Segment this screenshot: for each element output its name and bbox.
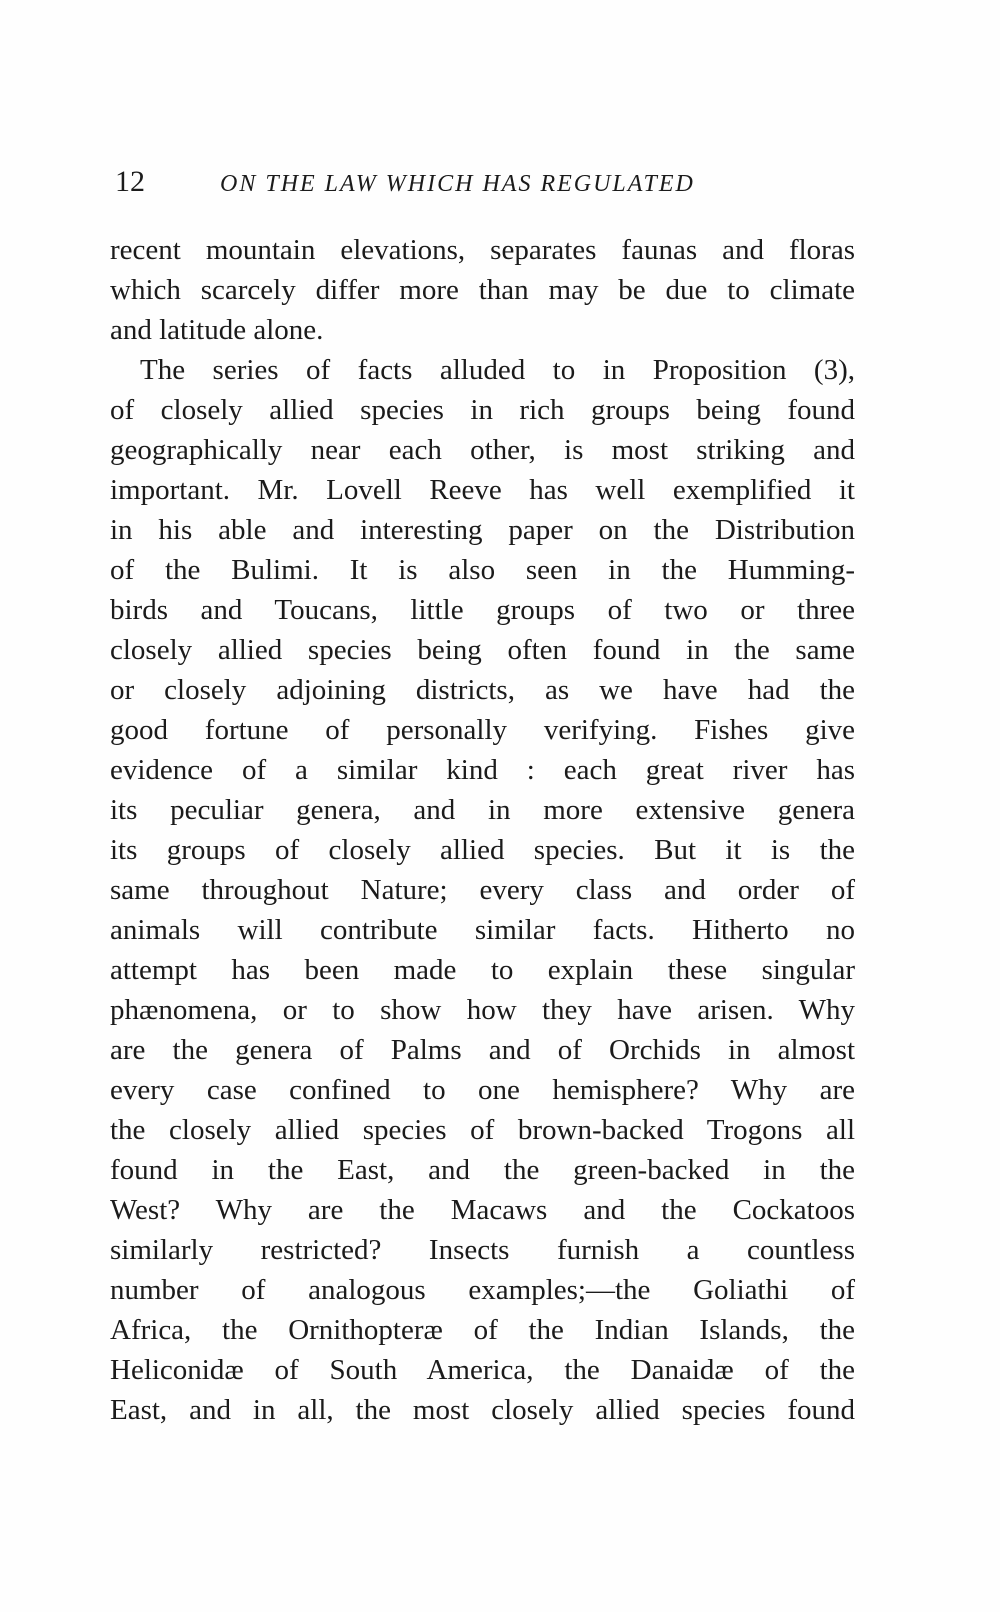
text-line: Africa, the Ornithopteræ of the Indian Islands, the xyxy=(110,1314,855,1346)
text-line: its groups of closely allied species. But it is the xyxy=(110,834,855,866)
text-line: the closely allied species of brown-backed Trogons all xyxy=(110,1114,855,1146)
text-line: which scarcely differ more than may be due to climate xyxy=(110,274,855,306)
text-line: evidence of a similar kind : each great river has xyxy=(110,754,855,786)
text-line: similarly restricted? Insects furnish a countless xyxy=(110,1234,855,1266)
text-line: number of analogous examples;—the Goliathi of xyxy=(110,1274,855,1306)
text-line: same throughout Nature; every class and order of xyxy=(110,874,855,906)
page-header xyxy=(115,164,855,204)
running-title: ON THE LAW WHICH HAS REGULATED xyxy=(220,171,695,197)
text-line: every case confined to one hemisphere? Why are xyxy=(110,1074,855,1106)
text-line: phænomena, or to show how they have arisen. Why xyxy=(110,994,855,1026)
text-line: recent mountain elevations, separates faunas and floras xyxy=(110,234,855,266)
text-line: geographically near each other, is most striking and xyxy=(110,434,855,466)
text-line: birds and Toucans, little groups of two or three xyxy=(110,594,855,626)
text-line: of closely allied species in rich groups being found xyxy=(110,394,855,426)
text-line: important. Mr. Lovell Reeve has well exemplified it xyxy=(110,474,855,506)
text-line: The series of facts alluded to in Proposition (3), xyxy=(140,354,855,386)
text-line: are the genera of Palms and of Orchids in almost xyxy=(110,1034,855,1066)
text-line: and latitude alone. xyxy=(110,314,324,346)
text-line: West? Why are the Macaws and the Cockatoos xyxy=(110,1194,855,1226)
text-line: animals will contribute similar facts. Hitherto no xyxy=(110,914,855,946)
text-line: found in the East, and the green-backed in the xyxy=(110,1154,855,1186)
text-line: Heliconidæ of South America, the Danaidæ of the xyxy=(110,1354,855,1386)
text-line: East, and in all, the most closely allied species found xyxy=(110,1394,855,1426)
page-number: 12 xyxy=(115,165,145,198)
text-line: or closely adjoining districts, as we have had the xyxy=(110,674,855,706)
text-line: its peculiar genera, and in more extensive genera xyxy=(110,794,855,826)
text-line: of the Bulimi. It is also seen in the Humming- xyxy=(110,554,855,586)
text-line: good fortune of personally verifying. Fishes give xyxy=(110,714,855,746)
body-text xyxy=(110,230,855,1430)
text-line: attempt has been made to explain these singular xyxy=(110,954,855,986)
text-line: in his able and interesting paper on the Distribution xyxy=(110,514,855,546)
text-line: closely allied species being often found in the same xyxy=(110,634,855,666)
